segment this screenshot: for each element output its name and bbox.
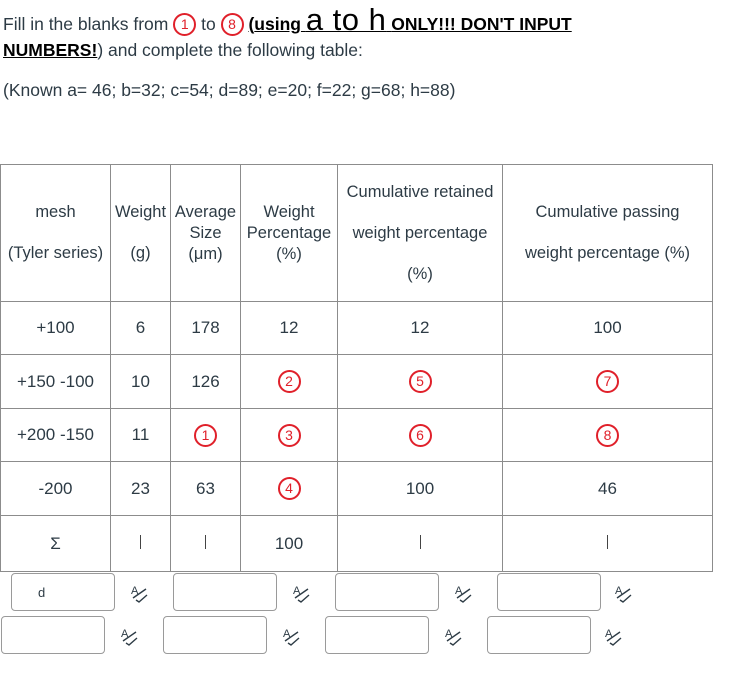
cell-cumulative-retained [338, 516, 503, 572]
cell-mesh: +200 -150 [1, 409, 111, 462]
cell-weight-percentage: 12 [241, 302, 338, 355]
blank-marker-1: 1 [173, 13, 196, 36]
blank-marker-4: 4 [278, 477, 301, 500]
cell-size: 126 [171, 355, 241, 409]
open-paren: ( [248, 14, 255, 34]
header-weight-label: Weight [114, 203, 167, 221]
header-avg-line1: Average [174, 202, 237, 221]
spell-check-icon[interactable] [444, 626, 464, 646]
svg-text:A: A [121, 628, 129, 640]
cell-cumulative-passing [503, 355, 713, 409]
answer-input-2[interactable] [173, 573, 277, 611]
spell-check-icon[interactable] [292, 583, 312, 603]
cell-cumulative-passing: 100 [503, 302, 713, 355]
svg-text:A: A [605, 628, 613, 640]
table-row [1, 462, 713, 516]
header-wp-line1: Weight [263, 202, 315, 221]
cell-size: 178 [171, 302, 241, 355]
header-avg-line2: Size [189, 223, 222, 242]
blank-marker-8: 8 [221, 13, 244, 36]
header-weight-unit: (g) [130, 244, 151, 262]
answer-input-7[interactable] [325, 616, 429, 654]
cell-cumulative-retained [338, 355, 503, 409]
svg-text:A: A [293, 585, 301, 597]
header-mesh [1, 165, 111, 302]
blank-marker-3: 3 [278, 424, 301, 447]
cell-weight: 10 [111, 355, 171, 409]
answer-input-8[interactable] [487, 616, 591, 654]
blank-marker-5: 5 [409, 370, 432, 393]
answer-fields [0, 572, 739, 678]
cell-weight-percentage: 100 [241, 516, 338, 572]
question-text [3, 2, 733, 63]
svg-text:A: A [131, 585, 139, 597]
blank-marker-2: 2 [278, 370, 301, 393]
header-weight [111, 165, 171, 302]
header-cumulative-passing [503, 165, 713, 302]
answer-input-3[interactable] [335, 573, 439, 611]
spell-check-icon[interactable] [454, 583, 474, 603]
cell-size [171, 409, 241, 462]
spell-check-icon[interactable] [604, 626, 624, 646]
header-cumulative-retained [338, 165, 503, 302]
cell-weight-percentage [241, 462, 338, 516]
spell-check-icon[interactable] [130, 583, 150, 603]
dash-mark [607, 535, 608, 549]
svg-text:A: A [445, 628, 453, 640]
answer-input-1[interactable] [11, 573, 115, 611]
header-cr-line1: Cumulative retained [346, 182, 494, 201]
dash-mark [420, 535, 421, 549]
table-row [1, 355, 713, 409]
cell-weight: 23 [111, 462, 171, 516]
cell-sum-symbol: Σ [1, 516, 111, 572]
header-wp-line2: Percentage [246, 223, 332, 242]
cell-size: 63 [171, 462, 241, 516]
cell-cumulative-retained: 100 [338, 462, 503, 516]
header-tyler-label: (Tyler series) [7, 244, 104, 262]
header-weight-percentage [241, 165, 338, 302]
table-row [1, 302, 713, 355]
header-avg-line3: (μm) [188, 244, 223, 263]
dash-mark [205, 535, 206, 549]
only-note: ONLY!!! DON'T INPUT [391, 14, 572, 34]
sieve-table [0, 164, 713, 572]
header-cp-line2: weight percentage (%) [524, 244, 691, 262]
known-values: (Known a= 46; b=32; c=54; d=89; e=20; f=22; g=68; h=88) [3, 80, 456, 100]
cell-cumulative-retained [338, 409, 503, 462]
a-to-h-note: a to h [305, 2, 387, 37]
header-cp-line1: Cumulative passing [535, 203, 680, 221]
spell-check-icon[interactable] [120, 626, 140, 646]
header-wp-line3: (%) [276, 244, 302, 263]
using-word: using [254, 14, 301, 34]
table-row [1, 409, 713, 462]
blank-marker-7: 7 [596, 370, 619, 393]
answer-input-4[interactable] [497, 573, 601, 611]
cell-weight-percentage [241, 409, 338, 462]
cell-mesh: +150 -100 [1, 355, 111, 409]
spell-check-icon[interactable] [614, 583, 634, 603]
svg-text:A: A [615, 585, 623, 597]
header-average-size [171, 165, 241, 302]
cell-cumulative-passing: 46 [503, 462, 713, 516]
svg-text:A: A [283, 628, 291, 640]
header-cr-line2: weight percentage (%) [352, 223, 488, 283]
cell-weight-percentage [241, 355, 338, 409]
question-suffix: ) and complete the following table: [97, 40, 363, 60]
blank-marker-6: 6 [409, 424, 432, 447]
cell-size [171, 516, 241, 572]
dash-mark [140, 535, 141, 549]
spell-check-icon[interactable] [282, 626, 302, 646]
cell-cumulative-passing [503, 516, 713, 572]
to-word: to [201, 14, 216, 34]
cell-weight: 6 [111, 302, 171, 355]
numbers-note: NUMBERS! [3, 40, 98, 60]
answer-input-5[interactable] [1, 616, 105, 654]
svg-text:A: A [455, 585, 463, 597]
blank-marker-8: 8 [596, 424, 619, 447]
cell-cumulative-passing [503, 409, 713, 462]
blank-marker-1: 1 [194, 424, 217, 447]
cell-weight [111, 516, 171, 572]
table-row [1, 516, 713, 572]
cell-mesh: -200 [1, 462, 111, 516]
cell-cumulative-retained: 12 [338, 302, 503, 355]
cell-mesh: +100 [1, 302, 111, 355]
answer-input-6[interactable] [163, 616, 267, 654]
cell-weight: 11 [111, 409, 171, 462]
question-prefix: Fill in the blanks from [3, 14, 169, 34]
header-mesh-label: mesh [35, 203, 76, 221]
